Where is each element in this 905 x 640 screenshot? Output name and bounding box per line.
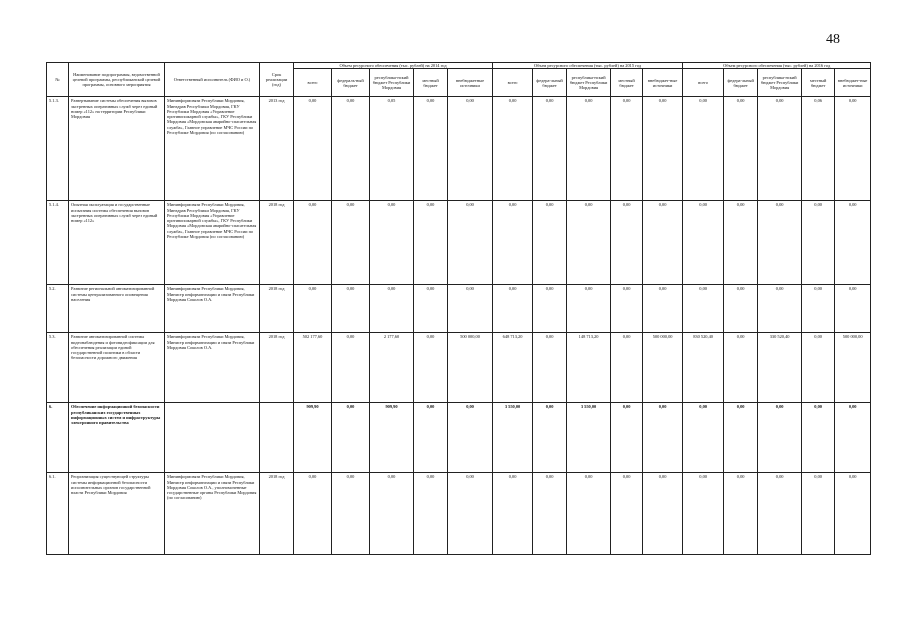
value-cell: 0,00 — [567, 473, 611, 555]
value-cell: 909,90 — [370, 403, 414, 473]
value-cell: 0,00 — [643, 473, 683, 555]
subheader-2016-4: внебюджет-ные источники — [835, 69, 871, 97]
subheader-2016-0: всего — [683, 69, 724, 97]
value-cell: 648 713,20 — [493, 333, 533, 403]
value-cell: 0,00 — [414, 201, 448, 285]
subheader-2014-0: всего — [294, 69, 332, 97]
value-cell: 330 520,40 — [758, 333, 802, 403]
row-number: 6.1. — [47, 473, 69, 555]
value-cell: 0,00 — [835, 403, 871, 473]
row-number: 5.1.4. — [47, 201, 69, 285]
value-cell: 0,00 — [493, 285, 533, 333]
value-cell: 0,00 — [370, 201, 414, 285]
subheader-2014-1: федераль-ный бюджет — [332, 69, 370, 97]
row-responsible: Мининформсвязи Республики Мордовия, Минздрав Республики Мордовия, ГКУ Республики Мордовия «Управление противопожарной службы», ГКУ Республики Мордовия «Мордовская аварийно-спасательная служба», Главное управление МЧС России по Республике Мордовия (по согласованию) — [165, 97, 260, 201]
header-number: № — [47, 63, 69, 97]
value-cell: 0,00 — [611, 333, 643, 403]
value-cell: 0,00 — [611, 403, 643, 473]
value-cell: 0,00 — [758, 473, 802, 555]
value-cell: 909,90 — [294, 403, 332, 473]
value-cell: 0,00 — [724, 97, 758, 201]
value-cell: 0,00 — [643, 201, 683, 285]
row-year: 2018 год — [260, 285, 294, 333]
value-cell: 0,00 — [493, 97, 533, 201]
value-cell: 0,00 — [294, 285, 332, 333]
row-responsible: Мининформсвязи Республики Мордовия, Министр информатизации и связи Республики Мордовия Соколов О.А. — [165, 285, 260, 333]
value-cell: 0,06 — [802, 97, 835, 201]
value-cell: 0,00 — [643, 285, 683, 333]
value-cell: 0,00 — [294, 97, 332, 201]
value-cell: 0,00 — [758, 403, 802, 473]
value-cell: 0,00 — [758, 201, 802, 285]
value-cell: 0,00 — [683, 97, 724, 201]
row-responsible: Мининформсвязи Республики Мордовия, Минздрав Республики Мордовия, ГКУ Республики Мордовия «Управление противопожарной службы», ГКУ Республики Мордовия «Мордовская аварийно-спасательная служба», Главное управление МЧС России по Республике Мордовия (по согласованию) — [165, 201, 260, 285]
value-cell: 0,00 — [332, 473, 370, 555]
value-cell: 0,00 — [758, 285, 802, 333]
value-cell: 0,00 — [448, 403, 493, 473]
table-row — [47, 201, 871, 285]
row-name: Развертывание системы обеспечения вызовов экстренных оперативных служб через единый номер «112» на территории Республики Мордовия — [69, 97, 165, 201]
value-cell: 0,00 — [414, 403, 448, 473]
subheader-2015-1: федера-льный бюджет — [533, 69, 567, 97]
row-number: 5.2. — [47, 285, 69, 333]
header-2016: Объем ресурсного обеспечения (тыс. рублей) на 2016 год — [683, 63, 871, 69]
value-cell: 0,00 — [493, 201, 533, 285]
header-responsible: Ответственный исполнитель (ФИО и О.) — [165, 63, 260, 97]
row-year: 2013 год — [260, 97, 294, 201]
row-name: Реорганизация существующей структуры системы информационной безопасности исполнительных органов государственной власти Республики Мордовия — [69, 473, 165, 555]
value-cell: 0,00 — [533, 285, 567, 333]
value-cell: 0,00 — [567, 97, 611, 201]
value-cell: 0,00 — [533, 403, 567, 473]
row-number: 5.3. — [47, 333, 69, 403]
row-year — [260, 403, 294, 473]
value-cell: 500 000,00 — [448, 333, 493, 403]
subheader-2015-4: внебюджет-ные источники — [643, 69, 683, 97]
value-cell: 0,00 — [414, 333, 448, 403]
row-name: Развитие региональной автоматизированной системы централизованного оповещения населения — [69, 285, 165, 333]
value-cell: 0,00 — [414, 97, 448, 201]
value-cell: 2 177,60 — [370, 333, 414, 403]
value-cell: 0,00 — [533, 201, 567, 285]
header-deadline: Срок реализации (год) — [260, 63, 294, 97]
row-year: 2018 год — [260, 201, 294, 285]
value-cell: 0,00 — [611, 97, 643, 201]
row-responsible: Мининформсвязи Республики Мордовия, Министр информатизации и связи Республики Мордовия Соколов О.А., уполномоченные государственные органы Республики Мордовия (по согласованию) — [165, 473, 260, 555]
value-cell: 0,00 — [683, 285, 724, 333]
value-cell: 0,00 — [332, 333, 370, 403]
value-cell: 0,00 — [835, 201, 871, 285]
value-cell: 0,00 — [802, 285, 835, 333]
subheader-2016-1: федера-льный бюджет — [724, 69, 758, 97]
value-cell: 0,00 — [683, 403, 724, 473]
value-cell: 0,00 — [802, 201, 835, 285]
value-cell: 0,00 — [567, 201, 611, 285]
value-cell: 0,00 — [414, 285, 448, 333]
row-responsible: Мининформсвязи Республики Мордовия, Министр информатизации и связи Республики Мордовия Соколов О.А. — [165, 333, 260, 403]
table-row — [47, 333, 871, 403]
row-name: Обеспечение информационной безопасности республиканских государственных информационных систем и инфраструктуры электронного правительства — [69, 403, 165, 473]
value-cell: 0,00 — [448, 473, 493, 555]
value-cell: 0,00 — [643, 403, 683, 473]
subheader-2016-3: местный бюджет — [802, 69, 835, 97]
value-cell: 0,00 — [724, 201, 758, 285]
resource-table — [46, 62, 871, 555]
subheader-2015-2: республика-нский бюджет Республики Мордовия — [567, 69, 611, 97]
row-year: 2018 год — [260, 473, 294, 555]
row-name: Развитие автоматизированной системы видеонаблюдения и фотовидеофиксации для обеспечения реализации единой государственной политики в области безопасности дорожного движения — [69, 333, 165, 403]
header-2014: Объем ресурсного обеспечения (тыс. рублей) на 2014 год — [294, 63, 493, 69]
value-cell: 0,00 — [611, 201, 643, 285]
subheader-2014-4: внебюджетные источники — [448, 69, 493, 97]
value-cell: 830 520,40 — [683, 333, 724, 403]
table-row — [47, 285, 871, 333]
row-year: 2018 год — [260, 333, 294, 403]
value-cell: 0,00 — [643, 97, 683, 201]
value-cell: 0,00 — [332, 201, 370, 285]
value-cell: 148 713,20 — [567, 333, 611, 403]
value-cell: 0,00 — [448, 201, 493, 285]
row-responsible — [165, 403, 260, 473]
value-cell: 0,00 — [835, 285, 871, 333]
value-cell: 3 550,00 — [493, 403, 533, 473]
value-cell: 500 000,00 — [835, 333, 871, 403]
value-cell: 0,00 — [611, 285, 643, 333]
value-cell: 0,00 — [835, 473, 871, 555]
table-row — [47, 473, 871, 555]
subheader-2015-3: местный бюджет — [611, 69, 643, 97]
value-cell: 0,00 — [683, 201, 724, 285]
subheader-2015-0: всего — [493, 69, 533, 97]
value-cell: 0,00 — [493, 473, 533, 555]
value-cell: 0,00 — [724, 333, 758, 403]
value-cell: 502 177,60 — [294, 333, 332, 403]
value-cell: 0,05 — [370, 97, 414, 201]
value-cell: 0,00 — [724, 285, 758, 333]
value-cell: 500 000,00 — [643, 333, 683, 403]
value-cell: 0,00 — [370, 285, 414, 333]
value-cell: 0,00 — [835, 97, 871, 201]
row-number: 6. — [47, 403, 69, 473]
table-row — [47, 97, 871, 201]
value-cell: 0,00 — [332, 285, 370, 333]
value-cell: 0,00 — [758, 97, 802, 201]
value-cell: 0,00 — [294, 473, 332, 555]
value-cell: 0,00 — [533, 333, 567, 403]
value-cell: 3 550,00 — [567, 403, 611, 473]
value-cell: 0,00 — [448, 285, 493, 333]
value-cell: 0,00 — [724, 403, 758, 473]
value-cell: 0,00 — [802, 473, 835, 555]
value-cell: 0,00 — [724, 473, 758, 555]
header-2015: Объем ресурсного обеспечения (тыс. рублей) на 2015 год — [493, 63, 683, 69]
value-cell: 0,00 — [414, 473, 448, 555]
value-cell: 0,00 — [802, 333, 835, 403]
row-number: 5.1.3. — [47, 97, 69, 201]
table-row — [47, 403, 871, 473]
value-cell: 0,00 — [332, 97, 370, 201]
subheader-2014-3: местный бюджет — [414, 69, 448, 97]
value-cell: 0,00 — [294, 201, 332, 285]
value-cell: 0,00 — [332, 403, 370, 473]
header-name: Наименование подпрограммы, ведомственной целевой программы, республиканской целевой программы, основного мероприятия — [69, 63, 165, 97]
value-cell: 0,00 — [370, 473, 414, 555]
subheader-2014-2: республика-нский бюджет Республики Мордовия — [370, 69, 414, 97]
value-cell: 0,00 — [533, 473, 567, 555]
value-cell: 0,00 — [567, 285, 611, 333]
row-name: Опытная эксплуатация и государственные испытания системы обеспечения вызовов экстренных оперативных служб через единый номер «112» — [69, 201, 165, 285]
page-number: 48 — [826, 32, 840, 47]
value-cell: 0,00 — [448, 97, 493, 201]
value-cell: 0,00 — [533, 97, 567, 201]
subheader-2016-2: республика-нский бюджет Республики Мордовия — [758, 69, 802, 97]
value-cell: 0,00 — [683, 473, 724, 555]
value-cell: 0,00 — [802, 403, 835, 473]
value-cell: 0,00 — [611, 473, 643, 555]
